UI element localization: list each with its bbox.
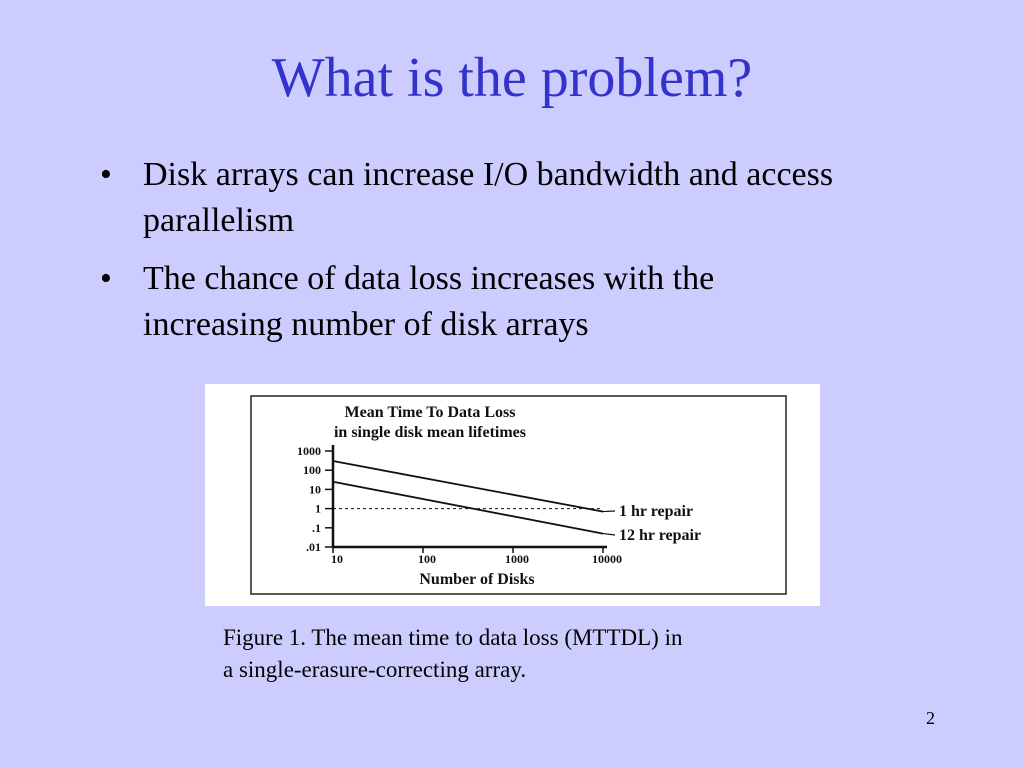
chart-title: Mean Time To Data Loss bbox=[344, 404, 516, 421]
figure-caption bbox=[223, 622, 823, 686]
y-tick-label: 1 bbox=[315, 501, 321, 516]
x-tick-label: 10 bbox=[331, 552, 343, 566]
x-tick-label: 10000 bbox=[592, 552, 622, 566]
series-line-1 bbox=[333, 461, 603, 512]
page-number: 2 bbox=[926, 708, 935, 728]
series-leader-2 bbox=[603, 534, 615, 535]
mttdl-chart bbox=[205, 384, 820, 606]
x-tick-label: 100 bbox=[418, 552, 436, 566]
slide-title: What is the problem? bbox=[271, 47, 753, 109]
caption-line: Figure 1. The mean time to data loss (MTTDL) in bbox=[223, 625, 683, 650]
bullet-dot: • bbox=[100, 260, 112, 297]
chart-marks bbox=[333, 461, 701, 544]
chart-subtitle: in single disk mean lifetimes bbox=[333, 424, 527, 441]
x-tick-label: 1000 bbox=[505, 552, 529, 566]
series-line-2 bbox=[333, 482, 603, 534]
series-leader-1 bbox=[603, 511, 615, 512]
bullet-item bbox=[100, 256, 860, 348]
y-tick-label: 100 bbox=[303, 463, 321, 478]
bullet-dot: • bbox=[100, 156, 112, 193]
y-tick-label: .01 bbox=[306, 540, 321, 554]
bullet-text: The chance of data loss increases with the increasing number of disk arrays bbox=[143, 260, 715, 343]
y-tick-label: .1 bbox=[312, 520, 321, 535]
y-tick-label: 10 bbox=[309, 482, 321, 497]
chart-axes bbox=[333, 445, 607, 547]
x-axis-label: Number of Disks bbox=[419, 571, 535, 588]
y-tick-label: 1000 bbox=[297, 444, 321, 458]
bullet-list bbox=[100, 152, 860, 360]
caption-line: a single-erasure-correcting array. bbox=[223, 657, 527, 682]
series-label-2: 12 hr repair bbox=[619, 527, 702, 544]
figure-mttdl bbox=[205, 384, 820, 606]
bullet-item bbox=[100, 152, 860, 244]
bullet-text: Disk arrays can increase I/O bandwidth and access parallelism bbox=[143, 156, 834, 239]
series-label-1: 1 hr repair bbox=[619, 503, 694, 520]
